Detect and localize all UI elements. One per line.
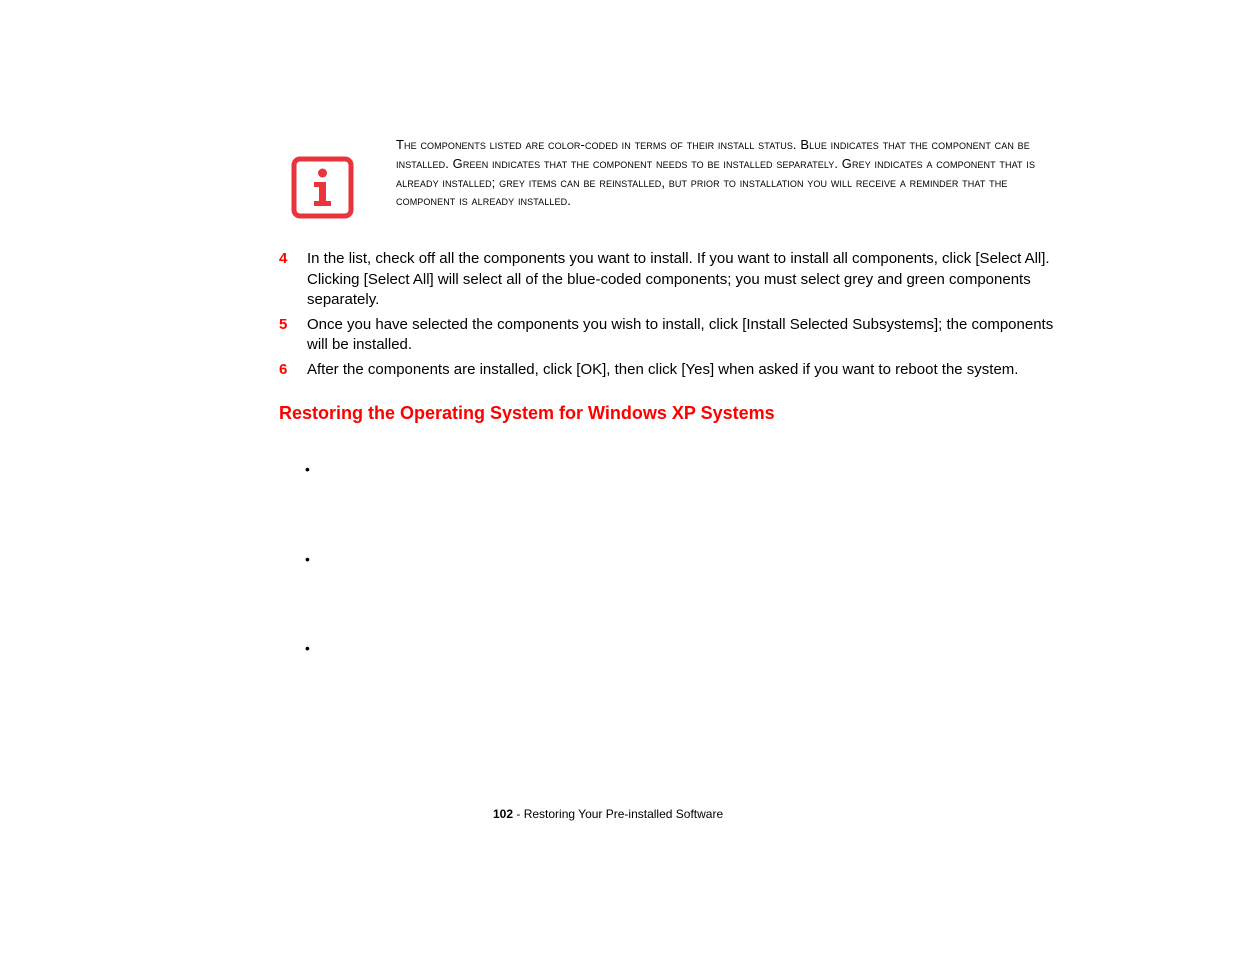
step-text: Once you have selected the components you wish to install, click [Install Selected Subsystems]; the components will be installed. [307,315,1054,353]
section-title: Restoring the Operating System for Windows XP Systems [279,403,775,423]
info-icon [291,156,354,219]
step-item [279,249,1059,311]
page-number: 102 [493,807,514,821]
bullet-point: • [305,551,310,567]
step-text: After the components are installed, click [OK], then click [Yes] when asked if you want to reboot the system. [307,360,1019,378]
step-number: 4 [279,250,288,267]
step-list [279,249,1059,384]
bullet-point: • [305,461,310,477]
step-item [279,360,1059,381]
step-number: 5 [279,315,288,333]
footer-text: - Restoring Your Pre-installed Software [513,807,724,821]
step-item [279,315,1059,356]
step-text: In the list, check off all the components you want to install. If you want to install all components, click [Select All]. Clicking [Select All] will select all of the blue-coded components; you must select grey and green components separately. [307,250,1050,308]
step-number: 6 [279,360,288,378]
note-text: The components listed are color-coded in terms of their install status. Blue indicates that the component can be installed. Green indicates that the component needs to be installed separately. Grey indicates a component that is already installed; grey items can be reinstalled, but prior to installation you will receive a reminder that the component is already installed. [396,137,1036,209]
page-footer [493,806,723,822]
bullet-point: • [305,640,310,656]
